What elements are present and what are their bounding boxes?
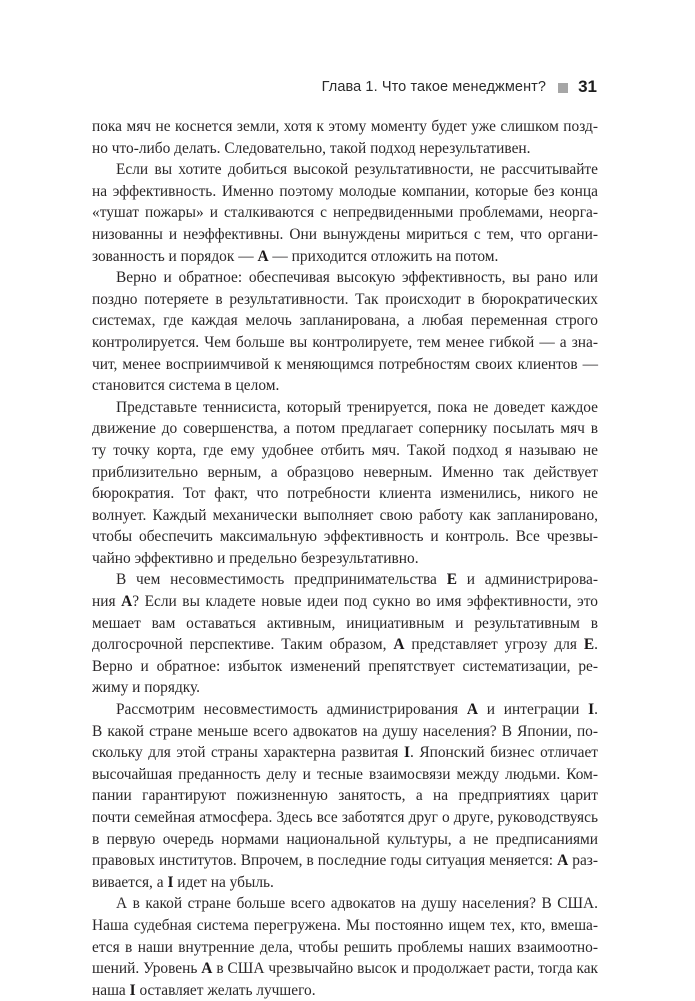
paragraph xyxy=(92,397,598,570)
paragraph xyxy=(92,267,598,397)
text-line: Верно и обратное: избыток изменений препятствует систематизации, ре- xyxy=(92,657,598,675)
text-line: Верно и обратное: обеспечивая высокую эффективность, вы рано или xyxy=(116,269,598,287)
text-line: Рассмотрим несовместимость администрирования A и интеграции I. xyxy=(116,701,598,719)
bold-role-letter: I xyxy=(403,744,410,762)
text-line: «тушат пожары» и сталкиваются с непредвиденными проблемами, неорга- xyxy=(92,204,598,222)
paragraph xyxy=(92,159,598,267)
paragraph xyxy=(92,699,598,893)
text-line: движение до совершенства, а потом предлагает сопернику посылать мяч в xyxy=(92,420,598,438)
text-line: поздно потеряете в результативности. Так происходит в бюрократических xyxy=(92,290,598,308)
text-line: В какой стране меньше всего адвокатов на душу населения? В Японии, по- xyxy=(92,722,598,740)
bold-role-letter: A xyxy=(466,701,479,719)
text-line: чит, менее восприимчивой к меняющимся потребностям своих клиентов — xyxy=(92,355,598,373)
text-line: волнует. Каждый механически выполняет свою работу как запланировано, xyxy=(92,506,598,524)
page-body xyxy=(92,116,598,1001)
text-line: контролируется. Чем больше вы контролируете, тем менее гибкой — а зна- xyxy=(92,333,598,351)
text-line: системах, где каждая мелочь запланирована, а любая переменная строго xyxy=(92,312,598,330)
text-line: В чем несовместимость предпринимательства E и администрирова- xyxy=(116,571,598,589)
text-line: жиму и порядку. xyxy=(92,679,201,697)
text-line: Представьте теннисиста, который тренируется, пока не доведет каждое xyxy=(116,398,598,416)
text-line: чайно эффективно и предельно безрезультативно. xyxy=(92,549,419,567)
bold-role-letter: I xyxy=(588,701,595,719)
bold-role-letter: A xyxy=(393,636,405,654)
text-line: становится система в целом. xyxy=(92,377,280,395)
text-line: Наша судебная система перегружена. Мы постоянно ищем тех, кто, вмеша- xyxy=(92,916,598,934)
text-line: пании гарантируют пожизненную занятость, а на предприятиях царит xyxy=(92,787,598,805)
text-line: низованны и неэффективны. Они вынуждены мириться с тем, что органи- xyxy=(92,225,598,243)
text-line: почти семейная атмосфера. Здесь все заботятся друг о друге, руководствуясь xyxy=(92,809,598,826)
bold-role-letter: A xyxy=(257,247,269,265)
text-line: наша I оставляет желать лучшего. xyxy=(92,981,316,999)
bold-role-letter: I xyxy=(167,873,174,891)
text-line: Если вы хотите добиться высокой результативности, не рассчитывайте xyxy=(116,161,598,179)
text-line: ту точку корта, где ему удобнее отбить мяч. Такой подход я называю не xyxy=(92,441,598,459)
page-number: 31 xyxy=(578,77,597,96)
text-line: вивается, а I идет на убыль. xyxy=(92,873,274,891)
gray-square-icon xyxy=(558,83,568,93)
bold-role-letter: A xyxy=(121,593,133,611)
paragraph xyxy=(92,893,598,1001)
text-line: скольку для этой страны характерна развитая I. Японский бизнес отличает xyxy=(92,744,598,762)
bold-role-letter: A xyxy=(557,852,569,870)
paragraph-continued xyxy=(92,116,598,159)
text-line: ется в наши внутренние дела, чтобы решить проблемы наших взаимоотно- xyxy=(92,938,598,956)
text-line: А в какой стране больше всего адвокатов на душу населения? В США. xyxy=(116,895,598,913)
text-line: зованность и порядок — A — приходится отложить на потом. xyxy=(92,247,499,265)
text-line: долгосрочной перспективе. Таким образом, A представляет угрозу для E. xyxy=(92,636,598,654)
text-line: на эффективность. Именно поэтому молодые компании, которые без конца xyxy=(92,182,598,200)
paragraph xyxy=(92,569,598,699)
text-line: пока мяч не коснется земли, хотя к этому моменту будет уже слишком позд- xyxy=(92,118,598,135)
text-line: высочайшая преданность делу и тесные взаимосвязи между людьми. Ком- xyxy=(92,765,598,783)
text-line: но что-либо делать. Следовательно, такой подход нерезультативен. xyxy=(92,139,531,157)
text-line: правовых институтов. Впрочем, в последние годы ситуация меняется: A раз- xyxy=(92,852,598,870)
text-line: чтобы обеспечить максимальную эффективность и контроль. Все чрезвы- xyxy=(92,528,598,546)
bold-role-letter: A xyxy=(201,960,213,978)
text-line: бюрократия. Тот факт, что потребности клиента изменились, никого не xyxy=(92,485,598,503)
text-line: приблизительно верным, а образцово неверным. Именно так действует xyxy=(92,463,598,481)
bold-role-letter: I xyxy=(129,981,136,999)
chapter-title: Глава 1. Что такое менеджмент? xyxy=(321,79,547,95)
text-line: в первую очередь нормами национальной культуры, а не предписаниями xyxy=(92,830,598,848)
text-line: шений. Уровень A в США чрезвычайно высок и продолжает расти, тогда как xyxy=(92,960,598,978)
text-line: мешает вам оставаться активным, инициативным и результативным в xyxy=(92,614,598,632)
bold-role-letter: E xyxy=(583,636,595,654)
running-header xyxy=(322,75,597,99)
text-line: ния A? Если вы кладете новые идеи под сукно во имя эффективности, это xyxy=(92,593,598,611)
bold-role-letter: E xyxy=(446,571,457,589)
